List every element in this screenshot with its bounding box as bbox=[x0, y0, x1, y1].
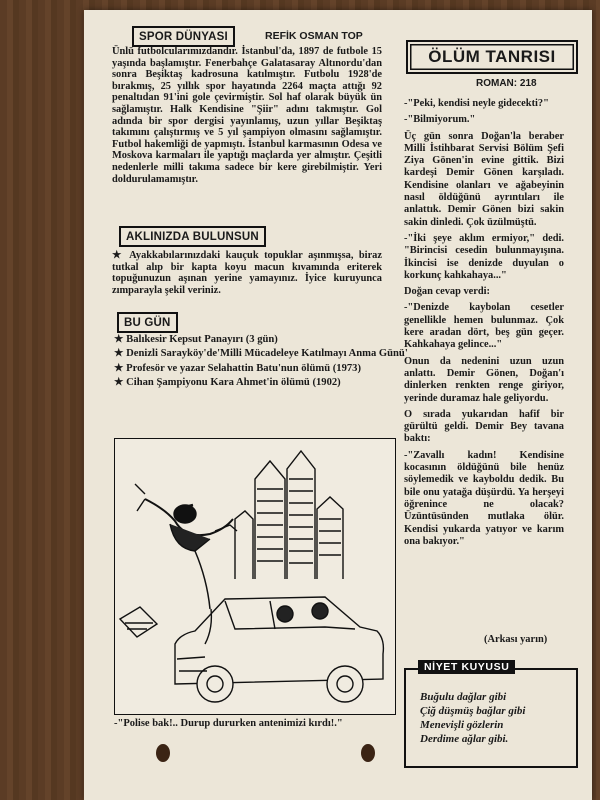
cartoon-caption: -"Polise bak!.. Durup dururken antenimizi kırdı!." bbox=[114, 718, 343, 729]
list-item: ★ Balıkesir Kepsut Panayırı (3 gün) bbox=[114, 334, 278, 345]
cartoon-illustration bbox=[114, 438, 396, 715]
list-item: ★ Cihan Şampiyonu Kara Ahmet'in ölümü (1902) bbox=[114, 377, 341, 389]
poem-line: Buğulu dağlar gibi bbox=[420, 691, 507, 703]
roman-paragraph: Onun da nedenini uzun uzun anlattı. Demir Gönen, Doğan'ı dinlerken renkten renge giriyor, yerinde duramaz hale geliyordu. bbox=[404, 355, 564, 404]
poem-line: Menevişli gözlerin bbox=[420, 719, 504, 731]
list-item: ★ Profesör ve yazar Selahattin Batu'nun ölümü (1973) bbox=[114, 362, 361, 374]
roman-label: ROMAN: 218 bbox=[476, 78, 537, 89]
aklinizda-text: ★ Ayakkabılarınızdaki kauçuk topuklar aşınmışsa, biraz tutkal alıp bir kapta koyu macun kıvamında eriterek topuğunuzun aşınan yerine yamayınız. İyice kuruyunca zımparayla şekil veriniz. bbox=[112, 250, 382, 296]
roman-paragraph: Üç gün sonra Doğan'la beraber Milli İstihbarat Servisi Bölüm Şefi Ziya Gönen'in evine gittik. Bizi kardeşi Demir Gönen karşıladı. Kendisine olanları ve ağabeyinin nasıl öldüğünü ayrıntıları ile anlattık. Demir Gönen bizi sakin sakin dinledi. Çok üzülmüştü. bbox=[404, 130, 564, 228]
roman-paragraph: O sırada yukarıdan hafif bir gürültü geldi. Demir Bey tavana baktı: bbox=[404, 408, 564, 445]
roman-title: ÖLÜM TANRISI bbox=[406, 40, 578, 74]
spor-text: Ünlü futbolcularımızdandır. İstanbul'da, 1897 de futbole 15 yaşında başlamıştır. Fenerbahçe Galatasaray Altınordu'dan sonra Beşiktaş kadrosuna katılmıştır. Futbolu 1928'de bırakmış, 25 yıllık spor hayatında 2264 maçta attığı 92 penaltıdan 91'ini gole çevirmiştir. Sol haf olarak büyük ün sağlamıştır. Halk Kendisine "Şiir" adını takmıştır. Gol adında bir spor dergisi yayınlamış, uzun yıllar Beşiktaş takımını çalıştırmış ve 5 yıl şampiyon olmasını sağlamıştır. Futbol hakemliği de yapmıştı. İstanbul karmasının Odesa ve Moskova karmaları ile yaptığı maçlarda yer almıştır. Çeşitli nedenlerle milli takıma sadece bir kere girebilmiştir. Yeri doldurulamamıştır. bbox=[112, 46, 382, 185]
aklinizda-title: AKLINIZDA BULUNSUN bbox=[119, 226, 266, 247]
roman-paragraph: Doğan cevap verdi: bbox=[404, 286, 491, 298]
poem-line: Derdime ağlar gibi. bbox=[420, 733, 509, 745]
roman-text bbox=[404, 98, 564, 552]
spor-dunyasi-title: SPOR DÜNYASI bbox=[132, 26, 235, 47]
list-item: ★ Denizli Sarayköy'de'Milli Mücadeleye Katılmayı Anma Günü' bbox=[114, 348, 408, 360]
bugun-list bbox=[114, 334, 414, 392]
roman-paragraph: -"İki şeye aklım ermiyor," dedi. "Birincisi cesedin bulunmayışına. İkincisi ise denizde duyulan o korkunç kahkahaya..." bbox=[404, 232, 564, 281]
punch-hole bbox=[361, 744, 375, 762]
arkasi-yarin: (Arkası yarın) bbox=[484, 634, 548, 645]
bugun-title: BU GÜN bbox=[117, 312, 178, 333]
spor-author: REFİK OSMAN TOP bbox=[265, 30, 363, 42]
roman-paragraph: -"Peki, kendisi neyle gidecekti?" bbox=[404, 98, 549, 109]
punch-hole bbox=[156, 744, 170, 762]
roman-paragraph: -"Denizde kaybolan cesetler genellikle hemen bulunmaz. Çok kere aradan dört, beş gün geçer. Kahkahaya gelince..." bbox=[404, 302, 564, 351]
roman-paragraph: -"Bilmiyorum." bbox=[404, 114, 476, 126]
cartoon-drawing bbox=[115, 439, 395, 714]
poem-line: Çiğ düşmüş bağlar gibi bbox=[420, 705, 526, 717]
niyet-kuyusu-poem bbox=[420, 690, 570, 746]
niyet-kuyusu-title: NİYET KUYUSU bbox=[418, 660, 515, 674]
newspaper-page bbox=[84, 10, 592, 800]
roman-paragraph: -"Zavallı kadın! Kendisine kocasının öldüğünü bile henüz söylemedik ve kayboldu dedik. Bu bile onu yatağa düşürdü. Ya herşeyi öğrenince ne olacak? Üzüntüsünden mutlaka ölür. Kendisi yukarda yatıyor ve karım ona bakıyor." bbox=[404, 449, 564, 547]
